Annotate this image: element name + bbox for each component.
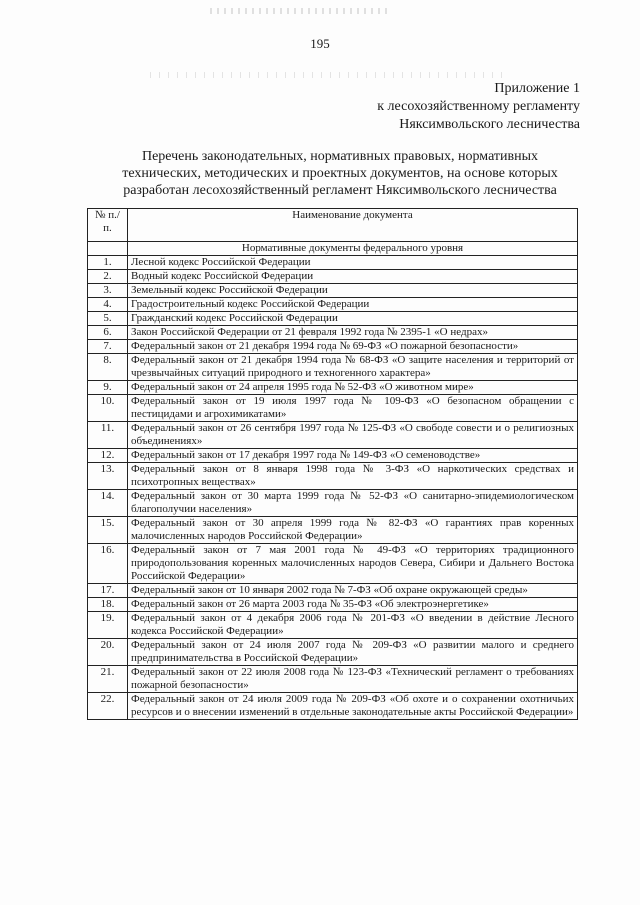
documents-table — [87, 208, 578, 720]
table-row — [88, 612, 578, 639]
table-row — [88, 517, 578, 544]
table-header-row — [88, 209, 578, 242]
table-row — [88, 584, 578, 598]
column-header-number: № п./п. — [88, 209, 128, 242]
row-number: 3. — [88, 284, 128, 298]
document-name: Федеральный закон от 19 июля 1997 года № 109-ФЗ «О безопасном обращении с пестицидами и агрохимикатами» — [128, 395, 578, 422]
table-row — [88, 544, 578, 584]
row-number: 2. — [88, 270, 128, 284]
table-row — [88, 270, 578, 284]
document-name: Федеральный закон от 24 апреля 1995 года № 52-ФЗ «О животном мире» — [128, 381, 578, 395]
table-row — [88, 449, 578, 463]
document-name: Федеральный закон от 21 декабря 1994 года № 69-ФЗ «О пожарной безопасности» — [128, 340, 578, 354]
row-number: 21. — [88, 666, 128, 693]
document-name: Федеральный закон от 7 мая 2001 года № 49-ФЗ «О территориях традиционного природопользования коренных малочисленных народов Севера, Сибири и Дальнего Востока Российской Федерации» — [128, 544, 578, 584]
table-row — [88, 284, 578, 298]
table-row — [88, 340, 578, 354]
row-number: 16. — [88, 544, 128, 584]
table-row — [88, 463, 578, 490]
document-name: Лесной кодекс Российской Федерации — [128, 256, 578, 270]
appendix-header — [280, 80, 580, 134]
table-row — [88, 490, 578, 517]
document-name: Федеральный закон от 8 января 1998 года № 3-ФЗ «О наркотических средствах и психотропных веществах» — [128, 463, 578, 490]
document-name: Земельный кодекс Российской Федерации — [128, 284, 578, 298]
row-number: 7. — [88, 340, 128, 354]
scan-noise — [150, 72, 510, 78]
table-row — [88, 298, 578, 312]
row-number: 1. — [88, 256, 128, 270]
document-name: Федеральный закон от 21 декабря 1994 года № 68-ФЗ «О защите населения и территорий от чрезвычайных ситуаций природного и техногенного характера» — [128, 354, 578, 381]
row-number: 19. — [88, 612, 128, 639]
title-line: технических, методических и проектных документов, на основе которых — [122, 166, 558, 181]
table-row — [88, 312, 578, 326]
document-name: Федеральный закон от 26 марта 2003 года № 35-ФЗ «Об электроэнергетике» — [128, 598, 578, 612]
row-number: 10. — [88, 395, 128, 422]
row-number: 9. — [88, 381, 128, 395]
table-row — [88, 326, 578, 340]
table-row — [88, 693, 578, 720]
appendix-line: Приложение 1 — [494, 81, 580, 96]
row-number: 18. — [88, 598, 128, 612]
document-name: Гражданский кодекс Российской Федерации — [128, 312, 578, 326]
section-number-cell — [88, 242, 128, 256]
table-row — [88, 381, 578, 395]
row-number: 15. — [88, 517, 128, 544]
appendix-line: к лесохозяйственному регламенту — [377, 99, 580, 114]
row-number: 8. — [88, 354, 128, 381]
document-name: Федеральный закон от 24 июля 2007 года № 209-ФЗ «О развитии малого и среднего предпринимательства в Российской Федерации» — [128, 639, 578, 666]
row-number: 4. — [88, 298, 128, 312]
row-number: 11. — [88, 422, 128, 449]
document-name: Водный кодекс Российской Федерации — [128, 270, 578, 284]
row-number: 20. — [88, 639, 128, 666]
row-number: 6. — [88, 326, 128, 340]
document-name: Федеральный закон от 10 января 2002 года № 7-ФЗ «Об охране окружающей среды» — [128, 584, 578, 598]
title-line: разработан лесохозяйственный регламент Няксимвольского лесничества — [123, 183, 557, 198]
row-number: 13. — [88, 463, 128, 490]
section-row — [88, 242, 578, 256]
document-name: Федеральный закон от 30 марта 1999 года № 52-ФЗ «О санитарно-эпидемиологическом благополучии населения» — [128, 490, 578, 517]
row-number: 14. — [88, 490, 128, 517]
document-title — [90, 148, 590, 199]
row-number: 12. — [88, 449, 128, 463]
table-row — [88, 639, 578, 666]
title-line: Перечень законодательных, нормативных правовых, нормативных — [141, 149, 539, 164]
document-name: Федеральный закон от 24 июля 2009 года № 209-ФЗ «Об охоте и о сохранении охотничьих ресурсов и о внесении изменений в отдельные законодательные акты Российской Федерации» — [128, 693, 578, 720]
table-row — [88, 422, 578, 449]
table-row — [88, 395, 578, 422]
row-number: 5. — [88, 312, 128, 326]
table-row — [88, 666, 578, 693]
document-name: Федеральный закон от 26 сентября 1997 года № 125-ФЗ «О свободе совести и о религиозных объединениях» — [128, 422, 578, 449]
row-number: 17. — [88, 584, 128, 598]
row-number: 22. — [88, 693, 128, 720]
table-row — [88, 354, 578, 381]
document-name: Градостроительный кодекс Российской Федерации — [128, 298, 578, 312]
page-number: 195 — [310, 36, 330, 51]
table-row — [88, 598, 578, 612]
document-name: Федеральный закон от 30 апреля 1999 года № 82-ФЗ «О гарантиях прав коренных малочисленных народов Российской Федерации» — [128, 517, 578, 544]
document-name: Закон Российской Федерации от 21 февраля 1992 года № 2395-1 «О недрах» — [128, 326, 578, 340]
table-row — [88, 256, 578, 270]
document-name: Федеральный закон от 17 декабря 1997 года № 149-ФЗ «О семеноводстве» — [128, 449, 578, 463]
document-name: Федеральный закон от 22 июля 2008 года № 123-ФЗ «Технический регламент о требованиях пожарной безопасности» — [128, 666, 578, 693]
scan-noise — [210, 8, 390, 14]
document-name: Федеральный закон от 4 декабря 2006 года № 201-ФЗ «О введении в действие Лесного кодекса Российской Федерации» — [128, 612, 578, 639]
column-header-name: Наименование документа — [128, 209, 578, 242]
appendix-line: Няксимвольского лесничества — [399, 117, 580, 132]
section-title: Нормативные документы федерального уровня — [128, 242, 578, 256]
